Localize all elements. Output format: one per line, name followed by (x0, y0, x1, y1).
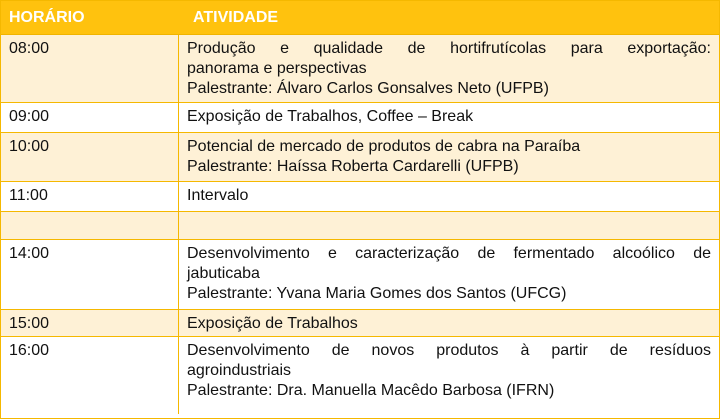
row-activity (179, 103, 719, 132)
table-row (1, 182, 719, 212)
row-time: 08:00 (1, 35, 179, 102)
table-row (1, 310, 719, 337)
row-activity (179, 182, 719, 211)
row-activity (179, 310, 719, 336)
row-time: 10:00 (1, 133, 179, 181)
row-activity (179, 133, 719, 181)
table-row (1, 337, 719, 414)
table-row (1, 35, 719, 103)
row-time: 14:00 (1, 240, 179, 309)
activity-line: Desenvolvimento e caracterização de fermentado alcoólico de (187, 245, 711, 262)
row-activity (179, 240, 719, 309)
activity-line: Exposição de Trabalhos, Coffee – Break (187, 108, 474, 125)
table-row (1, 212, 719, 240)
activity-line: Palestrante: Yvana Maria Gomes dos Santos (UFCG) (187, 285, 567, 302)
row-time (1, 212, 179, 239)
row-activity (179, 35, 719, 102)
activity-line: panorama e perspectivas (187, 60, 367, 77)
activity-line: Potencial de mercado de produtos de cabra na Paraíba (187, 138, 581, 155)
header-activity: ATIVIDADE (193, 9, 279, 26)
row-time: 09:00 (1, 103, 179, 132)
row-time: 15:00 (1, 310, 179, 336)
activity-line: Desenvolvimento de novos produtos à partir de resíduos (187, 342, 711, 359)
row-time: 16:00 (1, 337, 179, 414)
activity-line: jabuticaba (187, 265, 260, 282)
table-row (1, 240, 719, 310)
row-activity (179, 212, 719, 239)
row-activity (179, 337, 719, 414)
activity-line: agroindustriais (187, 362, 292, 379)
activity-line: Exposição de Trabalhos (187, 315, 358, 332)
activity-line: Intervalo (187, 187, 249, 204)
activity-line: Palestrante: Álvaro Carlos Gonsalves Neto (UFPB) (187, 80, 549, 97)
table-row (1, 133, 719, 182)
table-header (1, 1, 719, 35)
header-time: HORÁRIO (9, 9, 85, 26)
activity-line: Produção e qualidade de hortifrutícolas para exportação: (187, 40, 711, 57)
table-row (1, 103, 719, 133)
row-time: 11:00 (1, 182, 179, 211)
activity-line: Palestrante: Haíssa Roberta Cardarelli (UFPB) (187, 158, 519, 175)
activity-line: Palestrante: Dra. Manuella Macêdo Barbosa (IFRN) (187, 382, 555, 399)
